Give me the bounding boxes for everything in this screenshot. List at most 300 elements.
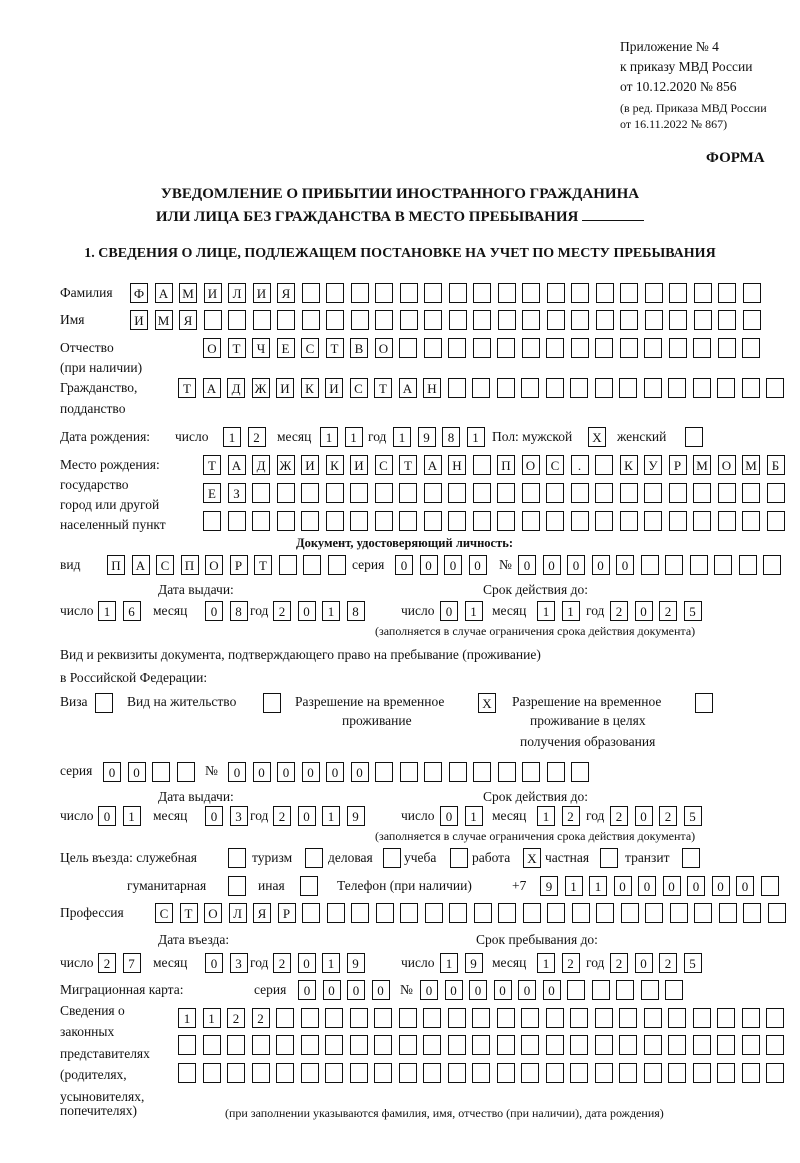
surname-box[interactable] (375, 283, 393, 303)
purpose-transit-checkbox[interactable] (682, 848, 700, 868)
name-box[interactable]: И (130, 310, 148, 330)
representatives-line3-box[interactable] (693, 1063, 711, 1083)
representatives-line2-box[interactable] (644, 1035, 662, 1055)
id-number-box[interactable]: 0 (616, 555, 634, 575)
birthplace-line1-box[interactable]: Т (399, 455, 417, 475)
representatives-line2-box[interactable] (301, 1035, 319, 1055)
birthplace-line3-box[interactable] (399, 511, 417, 531)
representatives-line3-box[interactable] (521, 1063, 539, 1083)
birth-year-box[interactable]: 1 (393, 427, 411, 447)
representatives-line3-box[interactable] (301, 1063, 319, 1083)
phone-box[interactable]: 1 (589, 876, 607, 896)
birthplace-line3-box[interactable] (326, 511, 344, 531)
surname-box[interactable] (743, 283, 761, 303)
stay-valid-day-box[interactable]: 0 (440, 806, 458, 826)
representatives-line3-box[interactable] (178, 1063, 196, 1083)
visa-checkbox[interactable] (95, 693, 113, 713)
profession-box[interactable] (400, 903, 418, 923)
patronymic-box[interactable] (693, 338, 711, 358)
representatives-line1-box[interactable] (644, 1008, 662, 1028)
surname-box[interactable] (302, 283, 320, 303)
id-number-box[interactable] (714, 555, 732, 575)
stay-valid-year-box[interactable]: 2 (659, 806, 677, 826)
id-valid-month-box[interactable]: 1 (537, 601, 555, 621)
name-box[interactable] (547, 310, 565, 330)
representatives-line3-box[interactable] (644, 1063, 662, 1083)
birthplace-line3-box[interactable] (669, 511, 687, 531)
surname-box[interactable] (669, 283, 687, 303)
id-kind-box[interactable] (303, 555, 321, 575)
citizenship-box[interactable] (448, 378, 466, 398)
id-series-box[interactable]: 0 (469, 555, 487, 575)
representatives-line1-box[interactable] (693, 1008, 711, 1028)
birthplace-line2-box[interactable] (595, 483, 613, 503)
id-valid-month-box[interactable]: 1 (562, 601, 580, 621)
id-kind-box[interactable]: П (107, 555, 125, 575)
stay-number-box[interactable] (571, 762, 589, 782)
stay-number-box[interactable]: 0 (351, 762, 369, 782)
stay-number-box[interactable]: 0 (253, 762, 271, 782)
citizenship-box[interactable] (521, 378, 539, 398)
birthplace-line2-box[interactable] (301, 483, 319, 503)
birthplace-line2-box[interactable] (693, 483, 711, 503)
id-issue-month-box[interactable]: 8 (230, 601, 248, 621)
profession-box[interactable] (376, 903, 394, 923)
representatives-line2-box[interactable] (252, 1035, 270, 1055)
representatives-line3-box[interactable] (227, 1063, 245, 1083)
patronymic-box[interactable] (522, 338, 540, 358)
migration-number-box[interactable]: 0 (518, 980, 536, 1000)
birthplace-line3-box[interactable] (473, 511, 491, 531)
surname-box[interactable] (571, 283, 589, 303)
representatives-line1-box[interactable] (423, 1008, 441, 1028)
representatives-line3-box[interactable] (742, 1063, 760, 1083)
id-number-box[interactable]: 0 (518, 555, 536, 575)
stay-number-box[interactable] (522, 762, 540, 782)
patronymic-box[interactable] (399, 338, 417, 358)
birthplace-line1-box[interactable]: О (718, 455, 736, 475)
birthplace-line2-box[interactable] (277, 483, 295, 503)
birthplace-line1-box[interactable]: . (571, 455, 589, 475)
migration-number-box[interactable] (592, 980, 610, 1000)
surname-box[interactable]: И (204, 283, 222, 303)
citizenship-box[interactable] (742, 378, 760, 398)
representatives-line2-box[interactable] (423, 1035, 441, 1055)
representatives-line1-box[interactable] (350, 1008, 368, 1028)
representatives-line2-box[interactable] (448, 1035, 466, 1055)
id-number-box[interactable] (665, 555, 683, 575)
birthplace-line3-box[interactable] (350, 511, 368, 531)
id-valid-year-box[interactable]: 5 (684, 601, 702, 621)
stay-issue-month-box[interactable]: 3 (230, 806, 248, 826)
birthplace-line1-box[interactable]: Б (767, 455, 785, 475)
patronymic-box[interactable] (546, 338, 564, 358)
profession-box[interactable] (694, 903, 712, 923)
profession-box[interactable] (768, 903, 786, 923)
stay-series-box[interactable] (177, 762, 195, 782)
stay-number-box[interactable] (498, 762, 516, 782)
representatives-line1-box[interactable] (668, 1008, 686, 1028)
stay-number-box[interactable]: 0 (326, 762, 344, 782)
migration-number-box[interactable] (665, 980, 683, 1000)
representatives-line3-box[interactable] (619, 1063, 637, 1083)
citizenship-box[interactable]: Д (227, 378, 245, 398)
entry-day-box[interactable]: 7 (123, 953, 141, 973)
migration-number-box[interactable] (616, 980, 634, 1000)
birthplace-line3-box[interactable] (277, 511, 295, 531)
representatives-line1-box[interactable] (276, 1008, 294, 1028)
representatives-line3-box[interactable] (448, 1063, 466, 1083)
patronymic-box[interactable] (718, 338, 736, 358)
surname-box[interactable]: М (179, 283, 197, 303)
migration-series-box[interactable]: 0 (298, 980, 316, 1000)
surname-box[interactable] (424, 283, 442, 303)
representatives-line1-box[interactable] (301, 1008, 319, 1028)
entry-year-box[interactable]: 9 (347, 953, 365, 973)
profession-box[interactable] (523, 903, 541, 923)
migration-number-box[interactable]: 0 (543, 980, 561, 1000)
name-box[interactable] (694, 310, 712, 330)
id-kind-box[interactable]: С (156, 555, 174, 575)
id-issue-year-box[interactable]: 1 (322, 601, 340, 621)
patronymic-box[interactable] (742, 338, 760, 358)
name-box[interactable]: М (155, 310, 173, 330)
citizenship-box[interactable]: Т (178, 378, 196, 398)
profession-box[interactable]: Я (253, 903, 271, 923)
birthplace-line2-box[interactable] (546, 483, 564, 503)
birthplace-line3-box[interactable] (620, 511, 638, 531)
stay-number-box[interactable]: 0 (302, 762, 320, 782)
surname-box[interactable] (620, 283, 638, 303)
citizenship-box[interactable]: А (399, 378, 417, 398)
citizenship-box[interactable] (497, 378, 515, 398)
name-box[interactable] (375, 310, 393, 330)
citizenship-box[interactable] (546, 378, 564, 398)
representatives-line2-box[interactable] (350, 1035, 368, 1055)
birthplace-line1-box[interactable]: С (375, 455, 393, 475)
name-box[interactable] (351, 310, 369, 330)
entry-year-box[interactable]: 0 (298, 953, 316, 973)
stay-issue-year-box[interactable]: 9 (347, 806, 365, 826)
birthplace-line2-box[interactable]: Е (203, 483, 221, 503)
representatives-line3-box[interactable] (350, 1063, 368, 1083)
birthplace-line1-box[interactable]: М (693, 455, 711, 475)
id-issue-year-box[interactable]: 8 (347, 601, 365, 621)
phone-box[interactable]: 0 (687, 876, 705, 896)
birthplace-line3-box[interactable] (767, 511, 785, 531)
citizenship-box[interactable]: Н (423, 378, 441, 398)
representatives-line3-box[interactable] (374, 1063, 392, 1083)
patronymic-box[interactable] (424, 338, 442, 358)
stay-issue-year-box[interactable]: 0 (298, 806, 316, 826)
patronymic-box[interactable]: О (375, 338, 393, 358)
name-box[interactable] (522, 310, 540, 330)
phone-box[interactable]: 0 (638, 876, 656, 896)
name-box[interactable] (596, 310, 614, 330)
profession-box[interactable] (743, 903, 761, 923)
representatives-line3-box[interactable] (546, 1063, 564, 1083)
residence-permit-checkbox[interactable] (263, 693, 281, 713)
profession-box[interactable] (719, 903, 737, 923)
stay-until-year-box[interactable]: 5 (684, 953, 702, 973)
birth-day-box[interactable]: 1 (223, 427, 241, 447)
representatives-line2-box[interactable] (595, 1035, 613, 1055)
birthplace-line2-box[interactable] (497, 483, 515, 503)
stay-series-box[interactable]: 0 (103, 762, 121, 782)
surname-box[interactable] (694, 283, 712, 303)
profession-box[interactable]: О (204, 903, 222, 923)
purpose-study-checkbox[interactable] (450, 848, 468, 868)
stay-issue-day-box[interactable]: 0 (98, 806, 116, 826)
name-box[interactable] (400, 310, 418, 330)
name-box[interactable] (302, 310, 320, 330)
patronymic-box[interactable] (497, 338, 515, 358)
profession-box[interactable] (302, 903, 320, 923)
representatives-line2-box[interactable] (742, 1035, 760, 1055)
representatives-line2-box[interactable] (717, 1035, 735, 1055)
birthplace-line2-box[interactable] (644, 483, 662, 503)
purpose-other-checkbox[interactable] (300, 876, 318, 896)
stay-series-box[interactable]: 0 (128, 762, 146, 782)
birthplace-line1-box[interactable]: А (424, 455, 442, 475)
surname-box[interactable]: Я (277, 283, 295, 303)
profession-box[interactable] (596, 903, 614, 923)
surname-box[interactable]: А (155, 283, 173, 303)
birthplace-line3-box[interactable] (742, 511, 760, 531)
stay-issue-year-box[interactable]: 2 (273, 806, 291, 826)
birthplace-line3-box[interactable] (424, 511, 442, 531)
id-issue-year-box[interactable]: 2 (273, 601, 291, 621)
profession-box[interactable]: Т (180, 903, 198, 923)
citizenship-box[interactable]: Ж (252, 378, 270, 398)
birthplace-line1-box[interactable]: Т (203, 455, 221, 475)
stay-valid-month-box[interactable]: 1 (537, 806, 555, 826)
representatives-line1-box[interactable] (472, 1008, 490, 1028)
id-kind-box[interactable]: Р (230, 555, 248, 575)
birthplace-line1-box[interactable]: У (644, 455, 662, 475)
id-issue-day-box[interactable]: 1 (98, 601, 116, 621)
profession-box[interactable] (449, 903, 467, 923)
representatives-line3-box[interactable] (423, 1063, 441, 1083)
representatives-line2-box[interactable] (766, 1035, 784, 1055)
patronymic-box[interactable] (644, 338, 662, 358)
sex-female-checkbox[interactable] (685, 427, 703, 447)
profession-box[interactable]: Л (229, 903, 247, 923)
purpose-business-checkbox[interactable] (383, 848, 401, 868)
birth-month-box[interactable]: 1 (345, 427, 363, 447)
name-box[interactable] (669, 310, 687, 330)
temp-edu-checkbox[interactable] (695, 693, 713, 713)
id-issue-day-box[interactable]: 6 (123, 601, 141, 621)
phone-box[interactable]: 0 (712, 876, 730, 896)
representatives-line3-box[interactable] (668, 1063, 686, 1083)
representatives-line2-box[interactable] (276, 1035, 294, 1055)
stay-issue-month-box[interactable]: 0 (205, 806, 223, 826)
representatives-line1-box[interactable] (766, 1008, 784, 1028)
representatives-line3-box[interactable] (276, 1063, 294, 1083)
migration-number-box[interactable]: 0 (420, 980, 438, 1000)
stay-issue-year-box[interactable]: 1 (322, 806, 340, 826)
representatives-line2-box[interactable] (203, 1035, 221, 1055)
migration-number-box[interactable] (641, 980, 659, 1000)
citizenship-box[interactable] (668, 378, 686, 398)
birthplace-line2-box[interactable]: З (228, 483, 246, 503)
surname-box[interactable]: И (253, 283, 271, 303)
birthplace-line3-box[interactable] (228, 511, 246, 531)
phone-box[interactable]: 0 (614, 876, 632, 896)
birthplace-line1-box[interactable]: К (326, 455, 344, 475)
name-box[interactable] (743, 310, 761, 330)
place-of-stay-blank[interactable] (582, 207, 644, 221)
birthplace-line2-box[interactable] (767, 483, 785, 503)
id-kind-box[interactable] (279, 555, 297, 575)
stay-issue-day-box[interactable]: 1 (123, 806, 141, 826)
id-number-box[interactable] (690, 555, 708, 575)
id-valid-year-box[interactable]: 2 (610, 601, 628, 621)
migration-number-box[interactable]: 0 (445, 980, 463, 1000)
birthplace-line1-box[interactable] (595, 455, 613, 475)
representatives-line1-box[interactable]: 2 (252, 1008, 270, 1028)
representatives-line2-box[interactable] (227, 1035, 245, 1055)
representatives-line3-box[interactable] (325, 1063, 343, 1083)
id-valid-year-box[interactable]: 0 (635, 601, 653, 621)
birthplace-line2-box[interactable] (571, 483, 589, 503)
representatives-line3-box[interactable] (399, 1063, 417, 1083)
stay-number-box[interactable]: 0 (277, 762, 295, 782)
surname-box[interactable] (351, 283, 369, 303)
stay-number-box[interactable] (547, 762, 565, 782)
birthplace-line2-box[interactable] (252, 483, 270, 503)
birthplace-line2-box[interactable] (448, 483, 466, 503)
id-number-box[interactable] (763, 555, 781, 575)
representatives-line3-box[interactable] (570, 1063, 588, 1083)
patronymic-box[interactable]: О (203, 338, 221, 358)
representatives-line3-box[interactable] (717, 1063, 735, 1083)
purpose-private-checkbox[interactable] (600, 848, 618, 868)
name-box[interactable] (277, 310, 295, 330)
patronymic-box[interactable]: Ч (252, 338, 270, 358)
birthplace-line1-box[interactable] (473, 455, 491, 475)
name-box[interactable] (424, 310, 442, 330)
name-box[interactable] (571, 310, 589, 330)
representatives-line3-box[interactable] (203, 1063, 221, 1083)
stay-until-month-box[interactable]: 2 (562, 953, 580, 973)
birth-month-box[interactable]: 1 (320, 427, 338, 447)
patronymic-box[interactable] (620, 338, 638, 358)
birthplace-line1-box[interactable]: Н (448, 455, 466, 475)
birthplace-line2-box[interactable] (620, 483, 638, 503)
id-kind-box[interactable] (328, 555, 346, 575)
birthplace-line2-box[interactable] (424, 483, 442, 503)
birthplace-line3-box[interactable] (571, 511, 589, 531)
birthplace-line1-box[interactable]: М (742, 455, 760, 475)
stay-valid-month-box[interactable]: 2 (562, 806, 580, 826)
citizenship-box[interactable] (595, 378, 613, 398)
id-kind-box[interactable]: А (132, 555, 150, 575)
name-box[interactable] (645, 310, 663, 330)
birthplace-line3-box[interactable] (252, 511, 270, 531)
patronymic-box[interactable] (448, 338, 466, 358)
phone-box[interactable]: 0 (736, 876, 754, 896)
profession-box[interactable] (474, 903, 492, 923)
representatives-line2-box[interactable] (570, 1035, 588, 1055)
birthplace-line2-box[interactable] (399, 483, 417, 503)
id-kind-box[interactable]: П (181, 555, 199, 575)
name-box[interactable] (204, 310, 222, 330)
representatives-line3-box[interactable] (595, 1063, 613, 1083)
name-box[interactable] (473, 310, 491, 330)
birthplace-line2-box[interactable] (669, 483, 687, 503)
id-issue-month-box[interactable]: 0 (205, 601, 223, 621)
birthplace-line3-box[interactable] (203, 511, 221, 531)
id-issue-year-box[interactable]: 0 (298, 601, 316, 621)
representatives-line2-box[interactable] (399, 1035, 417, 1055)
citizenship-box[interactable] (693, 378, 711, 398)
id-valid-year-box[interactable]: 2 (659, 601, 677, 621)
stay-number-box[interactable] (375, 762, 393, 782)
representatives-line2-box[interactable] (178, 1035, 196, 1055)
migration-series-box[interactable]: 0 (347, 980, 365, 1000)
representatives-line1-box[interactable] (521, 1008, 539, 1028)
name-box[interactable] (718, 310, 736, 330)
stay-until-year-box[interactable]: 0 (635, 953, 653, 973)
entry-year-box[interactable]: 2 (273, 953, 291, 973)
representatives-line1-box[interactable] (448, 1008, 466, 1028)
profession-box[interactable] (351, 903, 369, 923)
birthplace-line2-box[interactable] (718, 483, 736, 503)
birth-year-box[interactable]: 9 (418, 427, 436, 447)
stay-until-year-box[interactable]: 2 (610, 953, 628, 973)
representatives-line1-box[interactable] (546, 1008, 564, 1028)
patronymic-box[interactable]: В (350, 338, 368, 358)
surname-box[interactable] (596, 283, 614, 303)
id-kind-box[interactable]: О (205, 555, 223, 575)
birthplace-line1-box[interactable]: А (228, 455, 246, 475)
stay-number-box[interactable] (473, 762, 491, 782)
stay-number-box[interactable] (400, 762, 418, 782)
stay-number-box[interactable] (424, 762, 442, 782)
name-box[interactable] (449, 310, 467, 330)
id-series-box[interactable]: 0 (444, 555, 462, 575)
representatives-line3-box[interactable] (252, 1063, 270, 1083)
birthplace-line2-box[interactable] (375, 483, 393, 503)
surname-box[interactable]: Л (228, 283, 246, 303)
phone-box[interactable] (761, 876, 779, 896)
purpose-official-checkbox[interactable] (228, 848, 246, 868)
patronymic-box[interactable]: С (301, 338, 319, 358)
id-series-box[interactable]: 0 (395, 555, 413, 575)
birthplace-line3-box[interactable] (522, 511, 540, 531)
stay-valid-day-box[interactable]: 1 (465, 806, 483, 826)
birthplace-line3-box[interactable] (595, 511, 613, 531)
purpose-humanitarian-checkbox[interactable] (228, 876, 246, 896)
stay-until-year-box[interactable]: 2 (659, 953, 677, 973)
citizenship-box[interactable]: И (325, 378, 343, 398)
name-box[interactable] (498, 310, 516, 330)
representatives-line1-box[interactable]: 2 (227, 1008, 245, 1028)
citizenship-box[interactable] (619, 378, 637, 398)
id-number-box[interactable]: 0 (592, 555, 610, 575)
representatives-line1-box[interactable] (399, 1008, 417, 1028)
id-number-box[interactable]: 0 (543, 555, 561, 575)
migration-series-box[interactable]: 0 (323, 980, 341, 1000)
citizenship-box[interactable]: Т (374, 378, 392, 398)
name-box[interactable] (228, 310, 246, 330)
birthplace-line3-box[interactable] (693, 511, 711, 531)
representatives-line1-box[interactable] (325, 1008, 343, 1028)
stay-number-box[interactable]: 0 (228, 762, 246, 782)
representatives-line2-box[interactable] (472, 1035, 490, 1055)
